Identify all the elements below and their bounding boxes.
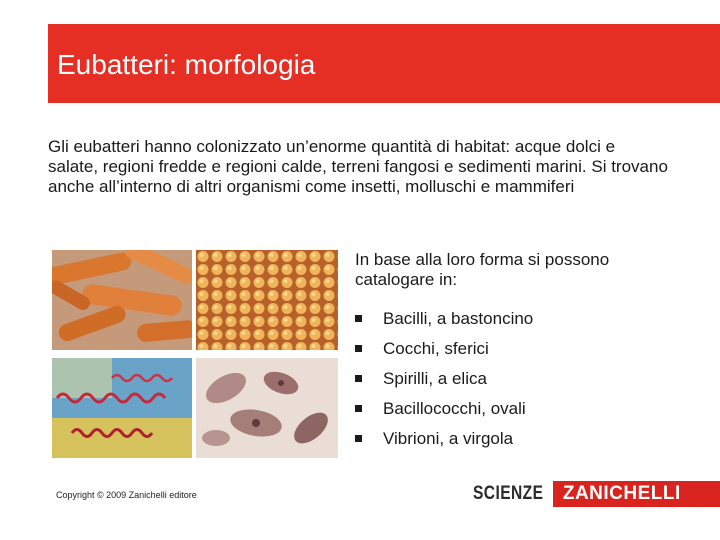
title-bar <box>48 24 720 103</box>
list-item-label: Spirilli, a elica <box>383 369 487 388</box>
list-item <box>355 367 675 397</box>
list-item <box>355 307 675 337</box>
bacteria-photos <box>52 250 342 458</box>
shape-list <box>355 307 675 457</box>
logo-zanichelli: ZANICHELLI <box>553 481 720 507</box>
spirilli-photo <box>52 358 192 458</box>
logo-scienze: SCIENZE <box>473 483 544 504</box>
bullet-icon <box>355 375 362 382</box>
list-item-label: Bacillococchi, ovali <box>383 399 526 418</box>
list-item <box>355 397 675 427</box>
cocci-photo <box>196 250 338 350</box>
bullet-icon <box>355 435 362 442</box>
bacilli-photo <box>52 250 192 350</box>
copyright-text: Copyright © 2009 Zanichelli editore <box>56 490 197 500</box>
list-item <box>355 337 675 367</box>
list-item-label: Cocchi, sferici <box>383 339 489 358</box>
list-item <box>355 427 675 457</box>
slide-title: Eubatteri: morfologia <box>57 49 316 80</box>
bullet-icon <box>355 345 362 352</box>
list-item-label: Vibrioni, a virgola <box>383 429 514 448</box>
bullet-icon <box>355 405 362 412</box>
publisher-logo <box>473 481 720 507</box>
bacillococchi-photo <box>196 358 338 458</box>
list-item-label: Bacilli, a bastoncino <box>383 309 534 328</box>
classification-intro: In base alla loro forma si possono catalogare in: <box>355 250 610 289</box>
bullet-icon <box>355 315 362 322</box>
intro-paragraph: Gli eubatteri hanno colonizzato un’enorme quantità di habitat: acque dolci e salate, regioni fredde e regioni calde, terreni fangosi e sedimenti marini. Si trovano anche all’interno di altri organismi come insetti, molluschi e mammiferi <box>48 137 668 196</box>
